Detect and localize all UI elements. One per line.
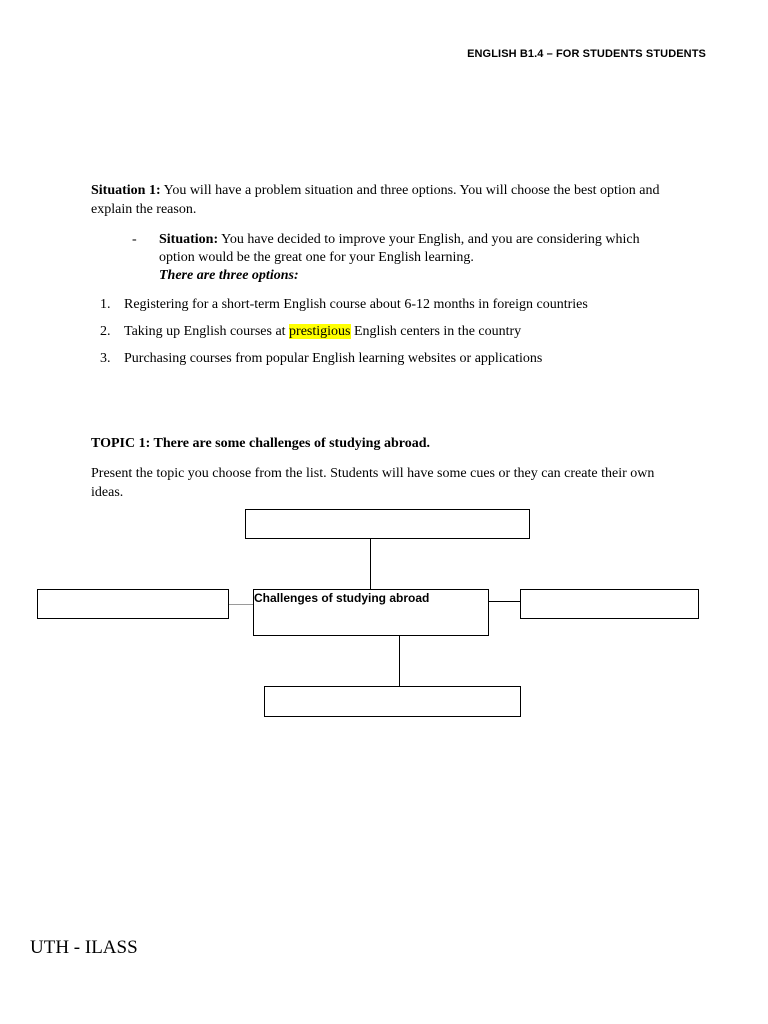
mindmap-right-box	[520, 589, 699, 619]
mindmap-bottom-box	[264, 686, 521, 717]
list-number: 3.	[100, 351, 111, 366]
options-heading: There are three options:	[159, 268, 299, 283]
situation-detail-body	[159, 231, 649, 285]
mindmap-left-box	[37, 589, 229, 619]
connector-top	[370, 539, 371, 589]
connector-right	[489, 601, 520, 602]
bullet-dash: -	[132, 232, 137, 247]
situation-sub-text: You have decided to improve your English, and you are considering which option would be the great one for your English learning.	[159, 232, 640, 265]
list-number: 2.	[100, 324, 111, 339]
topic-instructions: Present the topic you choose from the list. Students will have some cues or they can create their own ideas.	[91, 466, 655, 500]
document-footer: UTH - ILASS	[30, 937, 138, 958]
document-header: ENGLISH B1.4 – FOR STUDENTS STUDENTS	[467, 48, 706, 60]
list-number: 1.	[100, 297, 111, 312]
highlighted-word: prestigious	[289, 324, 351, 339]
situation-label: Situation 1:	[91, 183, 161, 198]
connector-bottom	[399, 636, 400, 686]
option-text-after: English centers in the country	[350, 324, 522, 339]
option-text: Registering for a short-term English course about 6-12 months in foreign countries	[124, 297, 588, 312]
connector-left	[229, 604, 253, 605]
option-text: Purchasing courses from popular English learning websites or applications	[124, 351, 543, 366]
situation-intro-text: You will have a problem situation and three options. You will choose the best option and explain the reason.	[91, 183, 660, 217]
mindmap-center-label: Challenges of studying abroad	[254, 591, 430, 605]
topic-title: TOPIC 1: There are some challenges of studying abroad.	[91, 436, 431, 451]
situation-intro	[91, 181, 671, 219]
option-text-before: Taking up English courses at	[124, 324, 290, 339]
mindmap-top-box	[245, 509, 530, 539]
situation-sub-label: Situation:	[159, 232, 219, 247]
option-text	[124, 322, 521, 341]
mindmap-center-box	[253, 589, 489, 636]
